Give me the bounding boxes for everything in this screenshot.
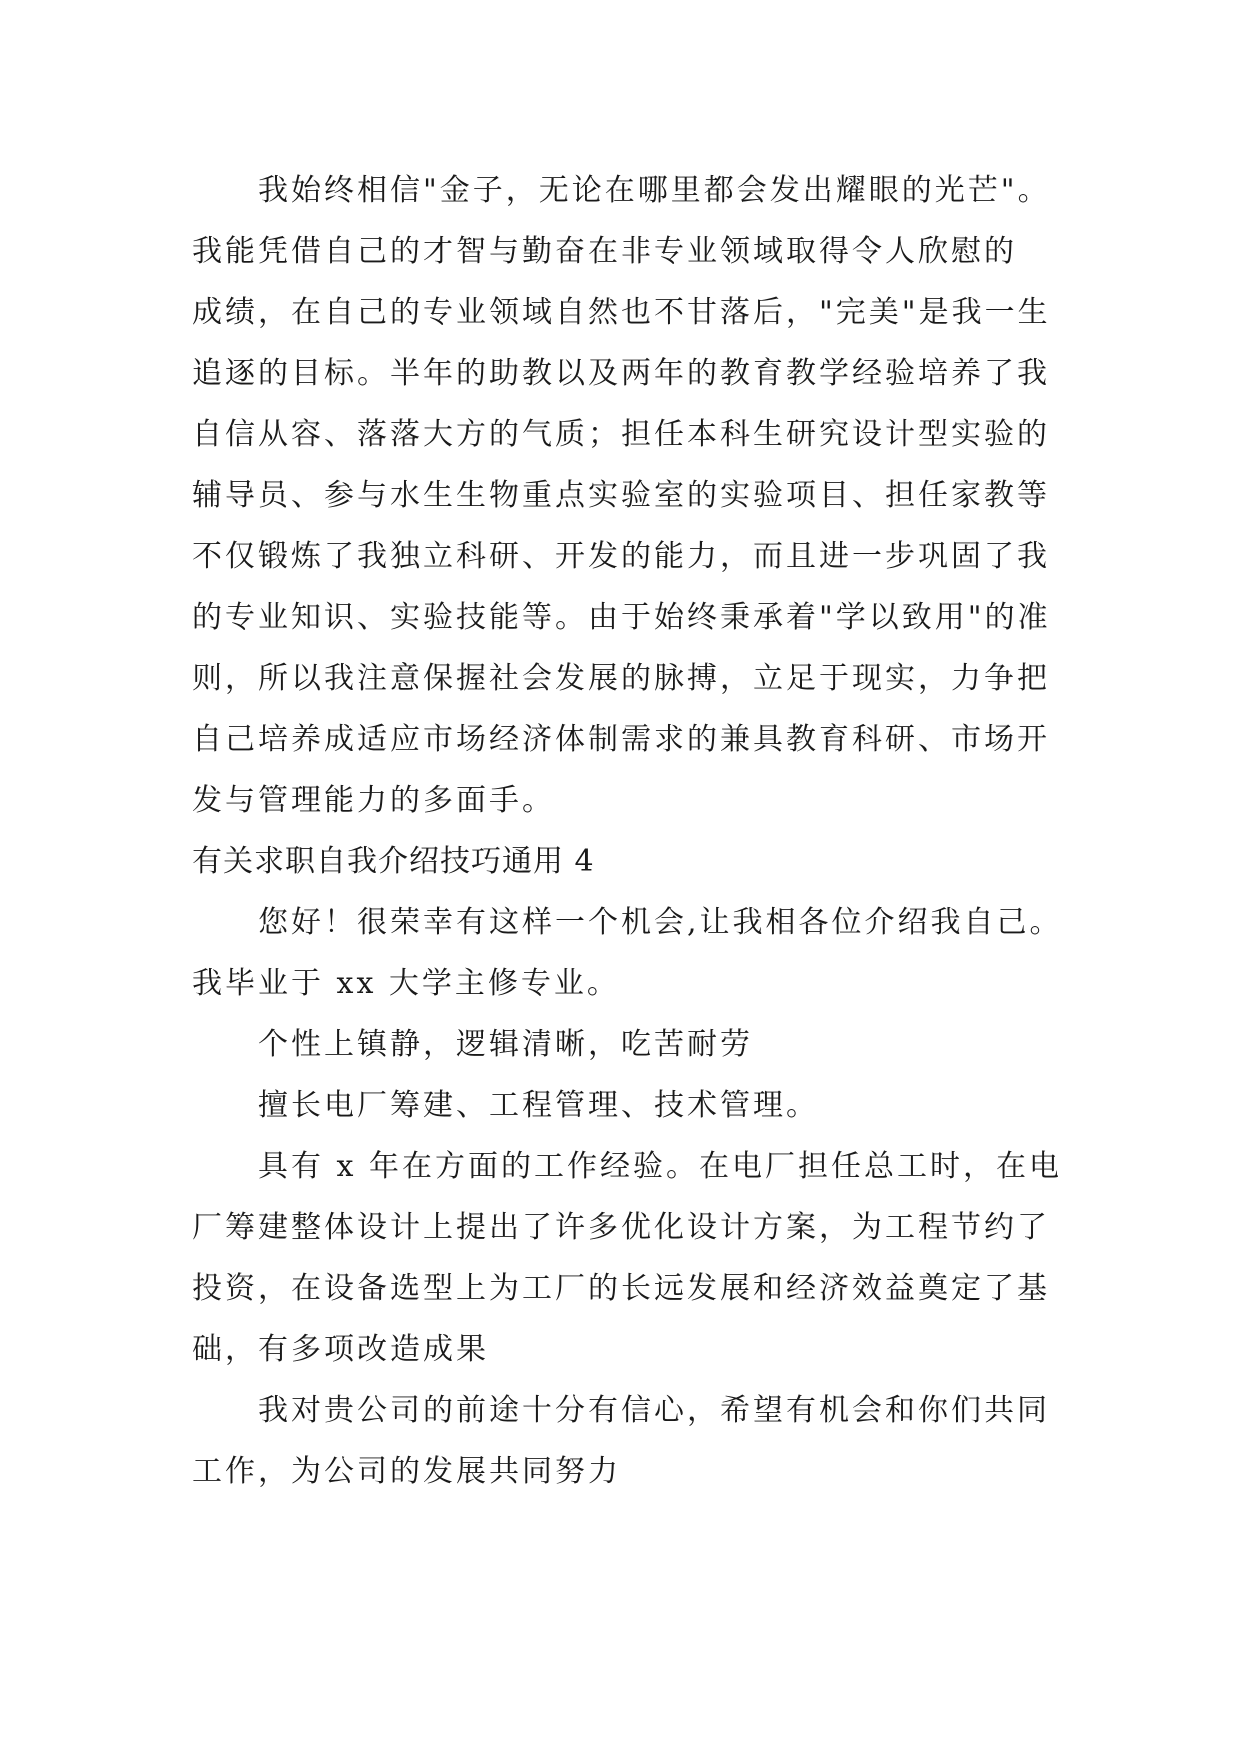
text-line: 不仅锻炼了我独立科研、开发的能力，而且进一步巩固了我 (192, 539, 1050, 574)
text-line: 成绩，在自己的专业领域自然也不甘落后，"完美"是我一生 (192, 295, 1051, 330)
text-line: 础，有多项改造成果 (192, 1332, 489, 1367)
text-line: 工作，为公司的发展共同努力 (192, 1454, 621, 1489)
text-line: 自信从容、落落大方的气质；担任本科生研究设计型实验的 (192, 417, 1050, 452)
text-line: 发与管理能力的多面手。 (192, 783, 555, 818)
document-body (192, 160, 1063, 1502)
text-line: 厂筹建整体设计上提出了许多优化设计方案，为工程节约了 (192, 1210, 1050, 1245)
paragraph-skills (192, 1075, 1058, 1136)
paragraph-self-belief (192, 160, 1058, 831)
paragraph-greeting (192, 892, 1063, 1014)
text-line: 辅导员、参与水生生物重点实验室的实验项目、担任家教等 (192, 478, 1050, 513)
text-line: 自己培养成适应市场经济体制需求的兼具教育科研、市场开 (192, 722, 1050, 757)
text-line: 个性上镇静，逻辑清晰，吃苦耐劳 (258, 1027, 753, 1062)
section-heading: 有关求职自我介绍技巧通用 4 (192, 844, 595, 879)
text-line: 我毕业于 xx 大学主修专业。 (192, 966, 620, 1001)
text-line: 则，所以我注意保握社会发展的脉搏，立足于现实，力争把 (192, 661, 1050, 696)
text-line: 投资，在设备选型上为工厂的长远发展和经济效益奠定了基 (192, 1271, 1050, 1306)
text-line: 我始终相信"金子，无论在哪里都会发出耀眼的光芒"。 (258, 173, 1051, 208)
text-line: 具有 x 年在方面的工作经验。在电厂担任总工时，在电 (258, 1149, 1062, 1184)
paragraph-personality (192, 1014, 1058, 1075)
text-line: 我对贵公司的前途十分有信心，希望有机会和你们共同 (258, 1393, 1050, 1428)
text-line: 的专业知识、实验技能等。由于始终秉承着"学以致用"的准 (192, 600, 1051, 635)
text-line: 擅长电厂筹建、工程管理、技术管理。 (258, 1088, 819, 1123)
text-line: 我能凭借自己的才智与勤奋在非专业领域取得令人欣慰的 (192, 234, 1017, 269)
text-line: 追逐的目标。半年的助教以及两年的教育教学经验培养了我 (192, 356, 1050, 391)
paragraph-experience (192, 1136, 1062, 1380)
paragraph-closing (192, 1380, 1058, 1502)
text-line: 您好！很荣幸有这样一个机会,让我相各位介绍我自己。 (258, 905, 1063, 940)
